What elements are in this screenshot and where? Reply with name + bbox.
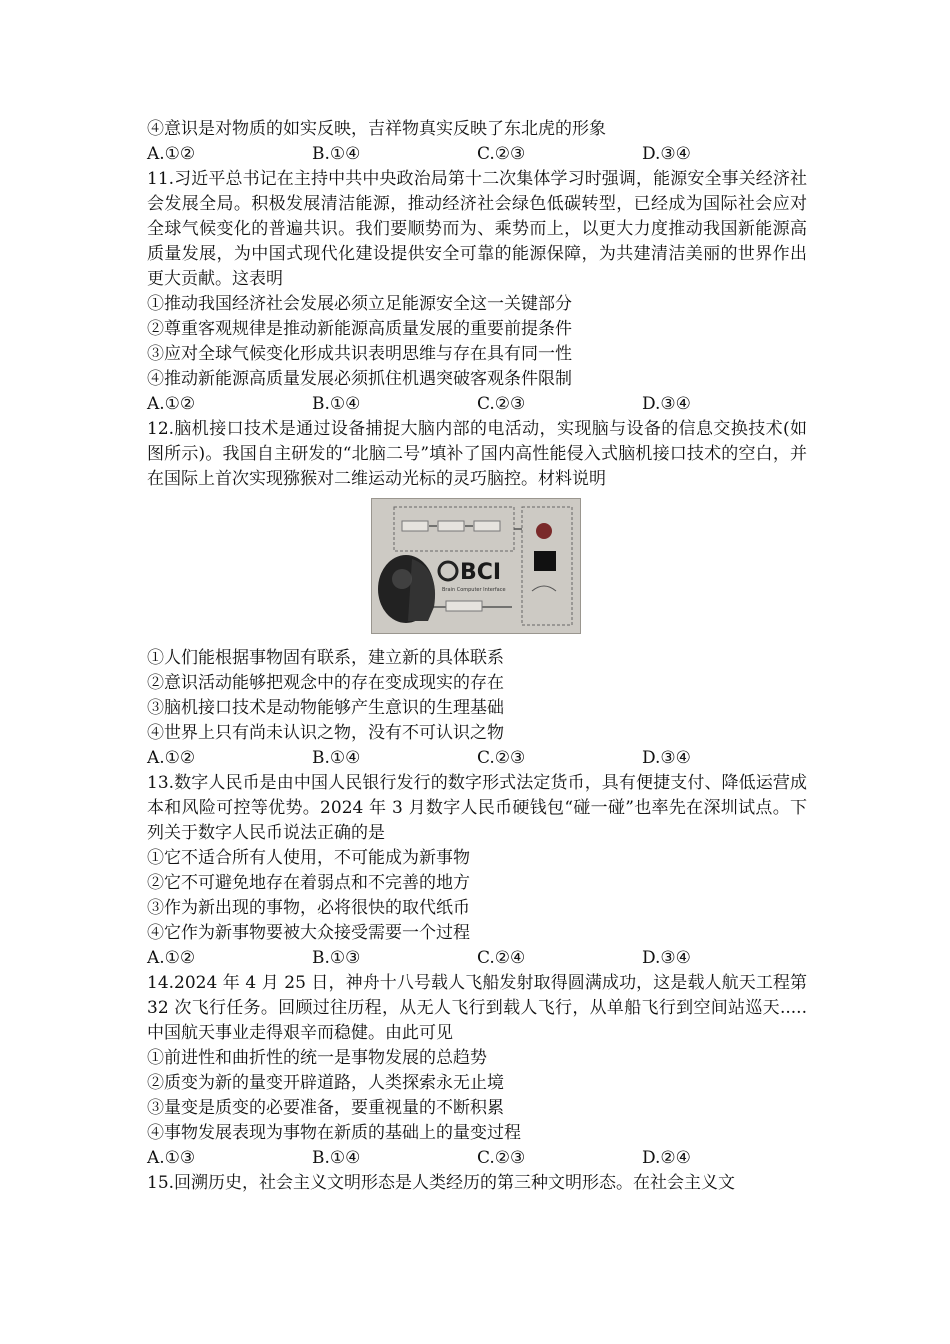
choice-d: D.③④ xyxy=(642,144,691,164)
q13-option-3: ③作为新出现的事物，必将很快的取代纸币 xyxy=(147,898,470,918)
choice-b: B.①④ xyxy=(312,748,361,768)
q13-option-4: ④它作为新事物要被大众接受需要一个过程 xyxy=(147,923,470,943)
q14-option-3: ③量变是质变的必要准备，要重视量的不断积累 xyxy=(147,1098,504,1118)
bci-logo-text: BCI xyxy=(460,560,502,585)
q12-stem: 12.脑机接口技术是通过设备捕捉大脑内部的电活动，实现脑与设备的信息交换技术(如图所示)。我国自主研发的“北脑二号”填补了国内高性能侵入式脑机接口技术的空白，并在国际上首次实现猕猴对二维运动光标的灵巧脑控。材料说明 xyxy=(147,419,807,489)
choice-c: C.②③ xyxy=(477,748,526,768)
q12-figure-wrap xyxy=(147,498,807,638)
q10-option-4: ④意识是对物质的如实反映，吉祥物真实反映了东北虎的形象 xyxy=(147,119,606,139)
q11-choices xyxy=(147,392,807,417)
choice-c: C.②③ xyxy=(477,144,526,164)
choice-a: A.①② xyxy=(147,748,196,768)
choice-d: D.③④ xyxy=(642,394,691,414)
choice-d: D.②④ xyxy=(642,1148,691,1168)
choice-d: D.③④ xyxy=(642,748,691,768)
q12-option-1: ①人们能根据事物固有联系，建立新的具体联系 xyxy=(147,648,504,668)
bci-subtitle-text: Brain Computer Interface xyxy=(442,587,506,593)
q11-option-2: ②尊重客观规律是推动新能源高质量发展的重要前提条件 xyxy=(147,319,572,339)
choice-b: B.①④ xyxy=(312,1148,361,1168)
choice-c: C.②④ xyxy=(477,948,526,968)
q11-stem: 11.习近平总书记在主持中共中央政治局第十二次集体学习时强调，能源安全事关经济社会发展全局。积极发展清洁能源，推动经济社会绿色低碳转型，已经成为国际社会应对全球气候变化的普遍共识。我们要顺势而为、乘势而上，以更大力度推动我国新能源高质量发展，为中国式现代化建设提供安全可靠的能源保障，为共建清洁美丽的世界作出更大贡献。这表明 xyxy=(147,169,807,289)
q13-stem: 13.数字人民币是由中国人民银行发行的数字形式法定货币，具有便捷支付、降低运营成本和风险可控等优势。2024 年 3 月数字人民币硬钱包“碰一碰”也率先在深圳试点。下列关于数字人民币说法正确的是 xyxy=(147,773,807,843)
choice-b: B.①④ xyxy=(312,394,361,414)
q12-option-3: ③脑机接口技术是动物能够产生意识的生理基础 xyxy=(147,698,504,718)
q11-option-3: ③应对全球气候变化形成共识表明思维与存在具有同一性 xyxy=(147,344,572,364)
choice-a: A.①② xyxy=(147,948,196,968)
q14-option-1: ①前进性和曲折性的统一是事物发展的总趋势 xyxy=(147,1048,487,1068)
q11-option-1: ①推动我国经济社会发展必须立足能源安全这一关键部分 xyxy=(147,294,572,314)
q13-choices xyxy=(147,946,807,971)
choice-b: B.①③ xyxy=(312,948,361,968)
choice-a: A.①③ xyxy=(147,1148,196,1168)
exam-page xyxy=(147,117,807,1196)
bci-diagram-image xyxy=(371,498,581,634)
choice-c: C.②③ xyxy=(477,1148,526,1168)
q15-stem: 15.回溯历史，社会主义文明形态是人类经历的第三种文明形态。在社会主义文 xyxy=(147,1173,736,1193)
q12-choices xyxy=(147,746,807,771)
choice-b: B.①④ xyxy=(312,144,361,164)
q14-option-2: ②质变为新的量变开辟道路，人类探索永无止境 xyxy=(147,1073,504,1093)
q10-choices xyxy=(147,142,807,167)
q14-option-4: ④事物发展表现为事物在新质的基础上的量变过程 xyxy=(147,1123,521,1143)
choice-a: A.①② xyxy=(147,144,196,164)
q11-option-4: ④推动新能源高质量发展必须抓住机遇突破客观条件限制 xyxy=(147,369,572,389)
q13-option-1: ①它不适合所有人使用，不可能成为新事物 xyxy=(147,848,470,868)
bci-diagram-svg xyxy=(372,499,580,633)
q14-choices xyxy=(147,1146,807,1171)
q12-option-2: ②意识活动能够把观念中的存在变成现实的存在 xyxy=(147,673,504,693)
choice-d: D.③④ xyxy=(642,948,691,968)
q13-option-2: ②它不可避免地存在着弱点和不完善的地方 xyxy=(147,873,470,893)
q12-option-4: ④世界上只有尚未认识之物，没有不可认识之物 xyxy=(147,723,504,743)
choice-a: A.①② xyxy=(147,394,196,414)
q14-stem: 14.2024 年 4 月 25 日，神舟十八号载人飞船发射取得圆满成功，这是载人航天工程第 32 次飞行任务。回顾过往历程，从无人飞行到载人飞行，从单船飞行到空间站巡天.....中国航天事业走得艰辛而稳健。由此可见 xyxy=(147,973,807,1043)
choice-c: C.②③ xyxy=(477,394,526,414)
